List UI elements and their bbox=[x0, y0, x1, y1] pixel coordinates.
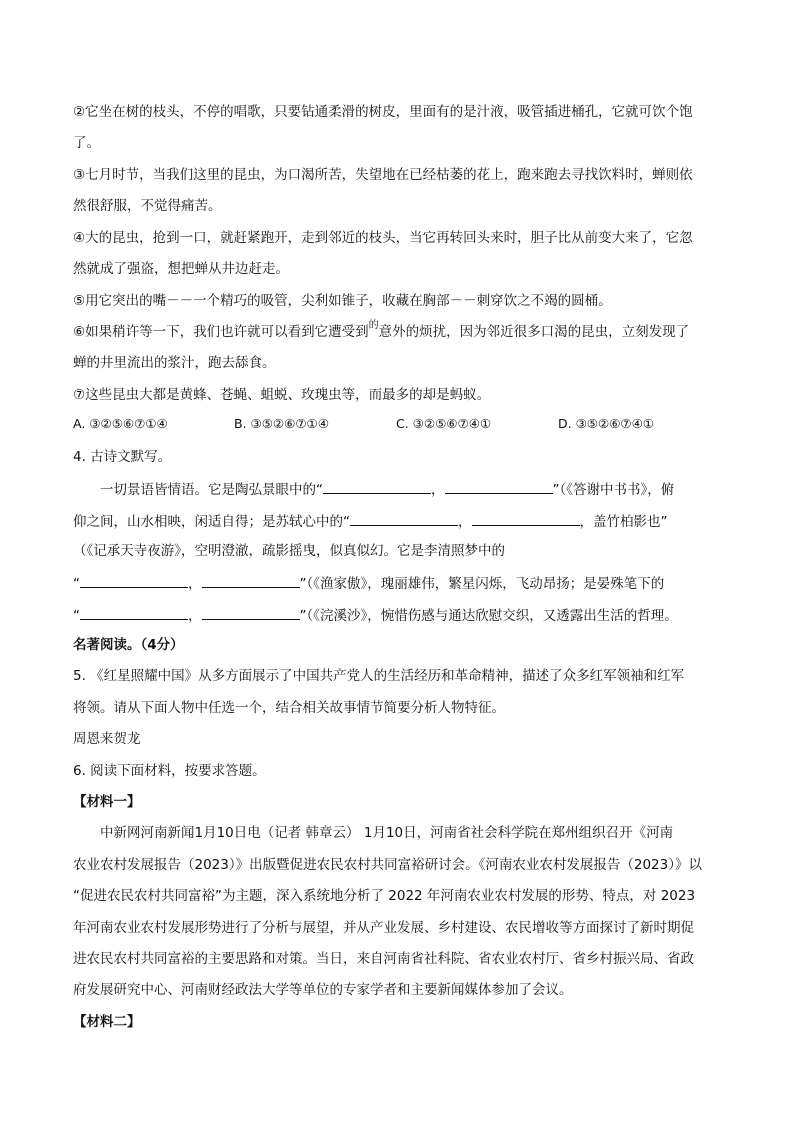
blank-7[interactable] bbox=[80, 604, 188, 620]
q4-line4 bbox=[73, 572, 664, 594]
q4-title: 4. 古诗文默写。 bbox=[73, 449, 172, 465]
q4-line2-pre: 仰之间，山水相映，闲适自得；是苏轼心中的“ bbox=[73, 514, 350, 530]
blank-2[interactable] bbox=[445, 478, 553, 494]
sentence-6-post: 意外的烦扰，因为邻近很多口渴的昆虫，立刻发现了 bbox=[378, 324, 690, 340]
option-d[interactable]: D. ③⑤②⑥⑦④① bbox=[558, 416, 655, 431]
sentence-4-line2: 然就成了强盗，想把蝉从井边赶走。 bbox=[73, 261, 289, 277]
q4-line4-post: ”（《渔家傲》，瑰丽雄伟，繁星闪烁，飞动昂扬；是晏殊笔下的 bbox=[299, 576, 665, 592]
blank-1[interactable] bbox=[323, 478, 431, 494]
blank-3[interactable] bbox=[350, 510, 458, 526]
material-1-line2: 农业农村发展报告（2023）》出版暨促进农民农村共同富裕研讨会。《河南农业农村发展报告（2023）》以 bbox=[73, 857, 702, 873]
material-1-line4: 年河南农业农村发展形势进行了分析与展望，并从产业发展、乡村建设、农民增收等方面探讨了新时期促 bbox=[73, 920, 694, 936]
section-heading-reading: 名著阅读。（4分） bbox=[73, 637, 184, 653]
option-b[interactable]: B. ③⑤②⑥⑦①④ bbox=[234, 416, 329, 431]
option-a[interactable]: A. ③②⑤⑥⑦①④ bbox=[73, 416, 168, 431]
sentence-6-line1 bbox=[73, 322, 689, 344]
q4-line1-post: ”（《答谢中书书》，俯 bbox=[552, 482, 675, 498]
material-1-line5: 进农民农村共同富裕的主要思路和对策。当日，来自河南省社科院、省农业农村厅、省乡村振兴局、省政 bbox=[73, 951, 694, 967]
material-1-heading: 【材料一】 bbox=[73, 794, 141, 810]
material-2-heading: 【材料二】 bbox=[73, 1014, 141, 1030]
q4-line1-pre: 一切景语皆情语。它是陶弘景眼中的“ bbox=[100, 482, 323, 498]
comma: ， bbox=[188, 608, 202, 624]
material-1-line1: 中新网河南新闻1月10日电（记者 韩章云） 1月10日，河南省社会科学院在郑州组织召开《河南 bbox=[100, 825, 674, 841]
sentence-6-line2: 蝉的井里流出的浆汁，跑去舔食。 bbox=[73, 355, 276, 371]
sentence-3-line1: ③七月时节，当我们这里的昆虫，为口渴所苦，失望地在已经枯萎的花上，跑来跑去寻找饮料时，蝉则依 bbox=[73, 167, 693, 183]
q4-line2-post: ，盖竹柏影也” bbox=[579, 514, 668, 530]
comma: ， bbox=[188, 576, 202, 592]
q5-line1: 5. 《红星照耀中国》从多方面展示了中国共产党人的生活经历和革命精神，描述了众多红军领袖和红军 bbox=[73, 668, 685, 684]
q4-line3: （《记承天寺夜游》，空明澄澈，疏影摇曳，似真似幻。它是李清照梦中的 bbox=[73, 543, 505, 559]
q6-title: 6. 阅读下面材料，按要求答题。 bbox=[73, 763, 266, 779]
sentence-5: ⑤用它突出的嘴－－一个精巧的吸管，尖利如锥子，收藏在胸部－－刺穿饮之不竭的圆桶。 bbox=[73, 293, 612, 309]
material-1-line3: “促进农民农村共同富裕”为主题，深入系统地分析了 2022 年河南农业农村发展的形势、特点，对 2023 bbox=[73, 888, 696, 904]
sentence-7: ⑦这些昆虫大都是黄蜂、苍蝇、蛆蜕、玫瑰虫等，而最多的却是蚂蚁。 bbox=[73, 387, 491, 403]
q3-options bbox=[73, 416, 713, 436]
sentence-2-line2: 了。 bbox=[73, 135, 100, 151]
comma: ， bbox=[458, 514, 472, 530]
q4-line2 bbox=[73, 510, 668, 532]
sentence-4-line1: ④大的昆虫，抢到一口，就赶紧跑开，走到邻近的枝头，当它再转回头来时，胆子比从前变大来了，它忽 bbox=[73, 230, 693, 246]
sentence-2-line1: ②它坐在树的枝头，不停的唱歌，只要钻通柔滑的树皮，里面有的是汁液，吸管插进桶孔，它就可饮个饱 bbox=[73, 104, 693, 120]
blank-4[interactable] bbox=[472, 510, 580, 526]
sentence-3-line2: 然很舒服，不觉得痛苦。 bbox=[73, 198, 222, 214]
q4-line5-pre: “ bbox=[73, 608, 80, 624]
q4-line4-pre: “ bbox=[73, 576, 80, 592]
q4-line5-post: ”（《浣溪沙》，惋惜伤感与通达欣慰交织，又透露出生活的哲理。 bbox=[299, 608, 678, 624]
q4-line1 bbox=[100, 478, 674, 500]
blank-6[interactable] bbox=[202, 572, 300, 588]
sentence-6-pre: ⑥如果稍许等一下，我们也许就可以看到它遭受到 bbox=[73, 324, 369, 340]
sentence-6-superscript: 的 bbox=[368, 320, 379, 331]
material-1-line6: 府发展研究中心、河南财经政法大学等单位的专家学者和主要新闻媒体参加了会议。 bbox=[73, 982, 573, 998]
option-c[interactable]: C. ③②⑤⑥⑦④① bbox=[396, 416, 492, 431]
blank-8[interactable] bbox=[202, 604, 300, 620]
q5-line2: 将领。请从下面人物中任选一个，结合相关故事情节简要分析人物特征。 bbox=[73, 700, 505, 716]
comma: ， bbox=[431, 482, 445, 498]
q5-people: 周恩来贺龙 bbox=[73, 731, 141, 747]
blank-5[interactable] bbox=[80, 572, 188, 588]
q4-line5 bbox=[73, 604, 678, 626]
